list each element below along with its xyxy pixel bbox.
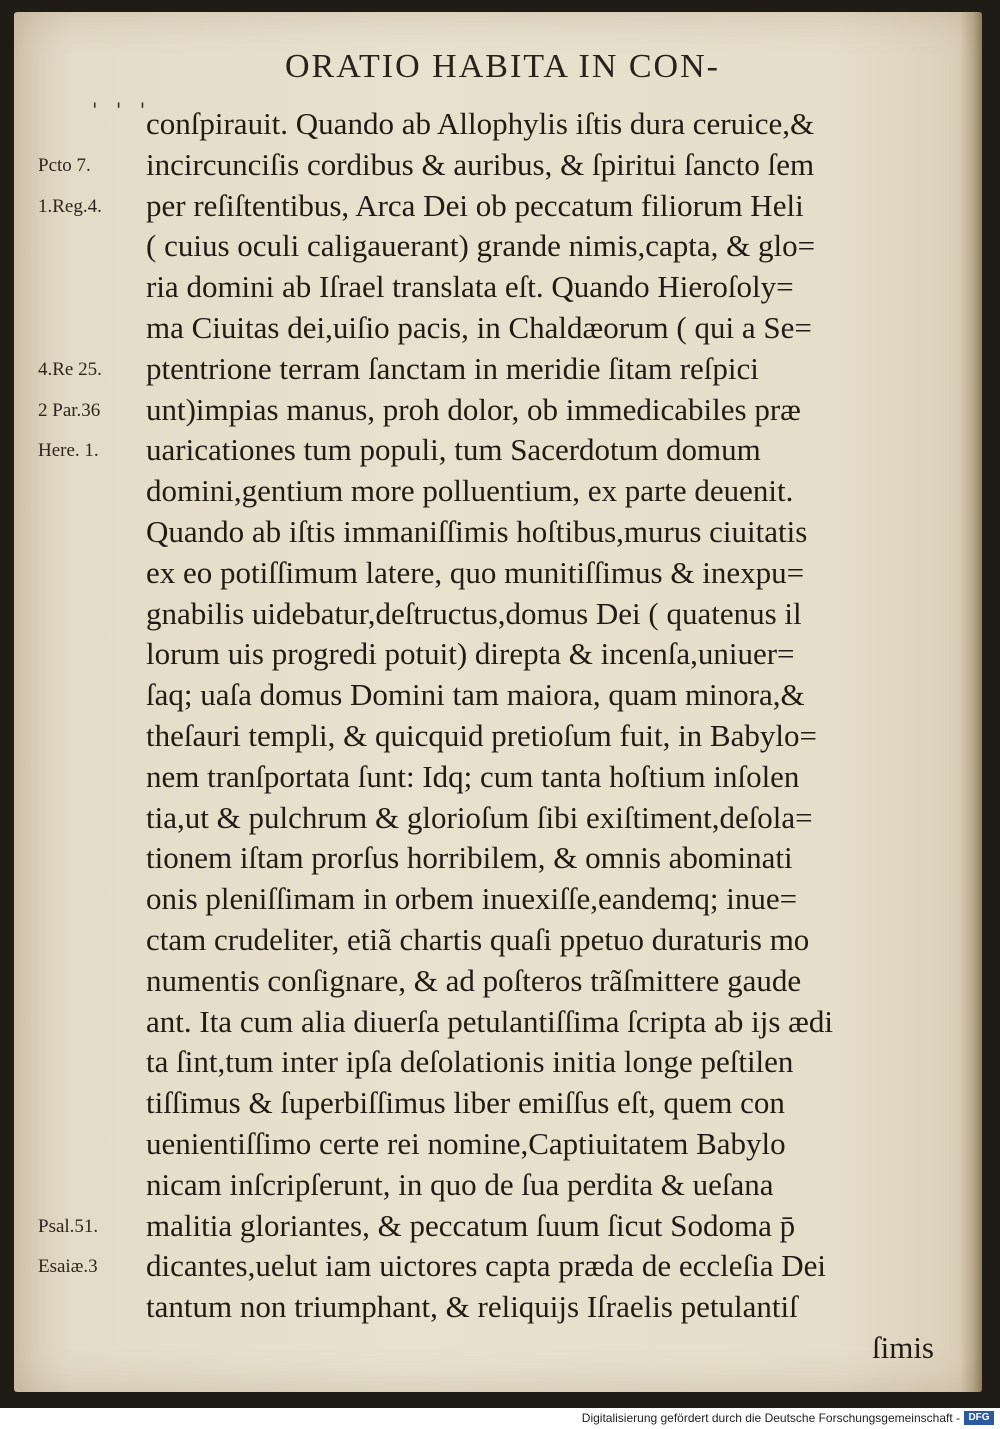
text-line: incircunciſis cordibus & auribus, & ſpiritui ſancto ſem bbox=[146, 146, 815, 182]
text-line: domini,gentium more polluentium, ex parte deuenit. bbox=[146, 473, 794, 509]
margin-note: Esaiæ.3 bbox=[38, 1256, 98, 1278]
text-line: per reſiſtentibus, Arca Dei ob peccatum filiorum Heli bbox=[146, 187, 804, 223]
page-edge-shadow bbox=[960, 12, 982, 1392]
text-line: ctam crudeliter, etiã chartis quaſi ppetuo duraturis mo bbox=[146, 921, 810, 957]
text-line: nem tranſportata ſunt: Idq; cum tanta hoſtium inſolen bbox=[146, 758, 800, 794]
footer-credit: Digitalisierung gefördert durch die Deutsche Forschungsgemeinschaft - bbox=[581, 1411, 960, 1425]
text-line: ſimis bbox=[871, 1329, 934, 1365]
text-line: ptentrione terram ſanctam in meridie ſitam reſpici bbox=[146, 350, 759, 386]
text-line: ta ſint,tum inter ipſa deſolationis initia longe peſtilen bbox=[146, 1044, 794, 1080]
text-line: ex eo potiſſimum latere, quo munitiſſimus & inexpu= bbox=[146, 554, 805, 590]
text-line: ( cuius oculi caligauerant) grande nimis,capta, & glo= bbox=[146, 228, 816, 264]
text-line: gnabilis uidebatur,deſtructus,domus Dei ( quatenus il bbox=[146, 595, 802, 631]
margin-note: Pcto 7. bbox=[38, 154, 91, 176]
text-line: ma Ciuitas dei,uiſio pacis, in Chaldæorum ( qui a Se= bbox=[146, 309, 812, 345]
body-text bbox=[146, 104, 946, 1369]
text-line: ant. Ita cum alia diuerſa petulantiſſima ſcripta ab ijs ædi bbox=[146, 1003, 833, 1039]
text-line: ria domini ab Iſrael translata eſt. Quando Hieroſoly= bbox=[146, 269, 794, 305]
text-line: Quando ab iſtis immaniſſimis hoſtibus,murus ciuitatis bbox=[146, 513, 808, 549]
footer-bar bbox=[0, 1408, 1000, 1429]
text-line: dicantes,uelut iam uictores capta præda de eccleſia Dei bbox=[146, 1248, 826, 1284]
text-line: uaricationes tum populi, tum Sacerdotum domum bbox=[146, 432, 761, 468]
text-line: unt)impias manus, proh dolor, ob immedicabiles præ bbox=[146, 391, 801, 427]
dfg-logo: DFG bbox=[964, 1411, 994, 1425]
text-line: tia,ut & pulchrum & glorioſum ſibi exiſtiment,deſola= bbox=[146, 799, 813, 835]
text-line: tiſſimus & ſuperbiſſimus liber emiſſus eſt, quem con bbox=[146, 1085, 785, 1121]
text-line: numentis conſignare, & ad poſteros trãſmittere gaude bbox=[146, 962, 802, 998]
text-line: nicam inſcripſerunt, in quo de ſua perdita & ueſana bbox=[146, 1166, 774, 1202]
running-head: ORATIO HABITA IN CON- bbox=[285, 48, 720, 85]
text-line: lorum uis progredi potuit) direpta & incenſa,uniuer= bbox=[146, 636, 795, 672]
margin-note: Psal.51. bbox=[38, 1215, 99, 1237]
margin-note: 2 Par.36 bbox=[38, 399, 101, 421]
text-line: tantum non triumphant, & reliquijs Iſraelis petulantiſ bbox=[146, 1289, 798, 1325]
margin-note: 4.Re 25. bbox=[38, 358, 102, 380]
text-line: conſpirauit. Quando ab Allophylis iſtis dura ceruice,& bbox=[146, 106, 815, 141]
margin-note: Here. 1. bbox=[38, 440, 99, 462]
text-line: theſauri templi, & quicquid pretioſum fuit, in Babylo= bbox=[146, 717, 817, 753]
text-line: uenientiſſimo certe rei nomine,Captiuitatem Babylo bbox=[146, 1125, 786, 1161]
text-line: onis pleniſſimam in orbem inuexiſſe,eandemq; inue= bbox=[146, 881, 798, 917]
text-line: tionem iſtam prorſus horribilem, & omnis abominati bbox=[146, 840, 793, 876]
margin-note: 1.Reg.4. bbox=[38, 195, 102, 217]
text-line: ſaq; uaſa domus Domini tam maiora, quam minora,& bbox=[146, 677, 805, 713]
text-line: malitia gloriantes, & peccatum ſuum ſicut Sodoma p̄ bbox=[146, 1207, 796, 1243]
corner-mark: ' ' ' bbox=[92, 98, 152, 122]
